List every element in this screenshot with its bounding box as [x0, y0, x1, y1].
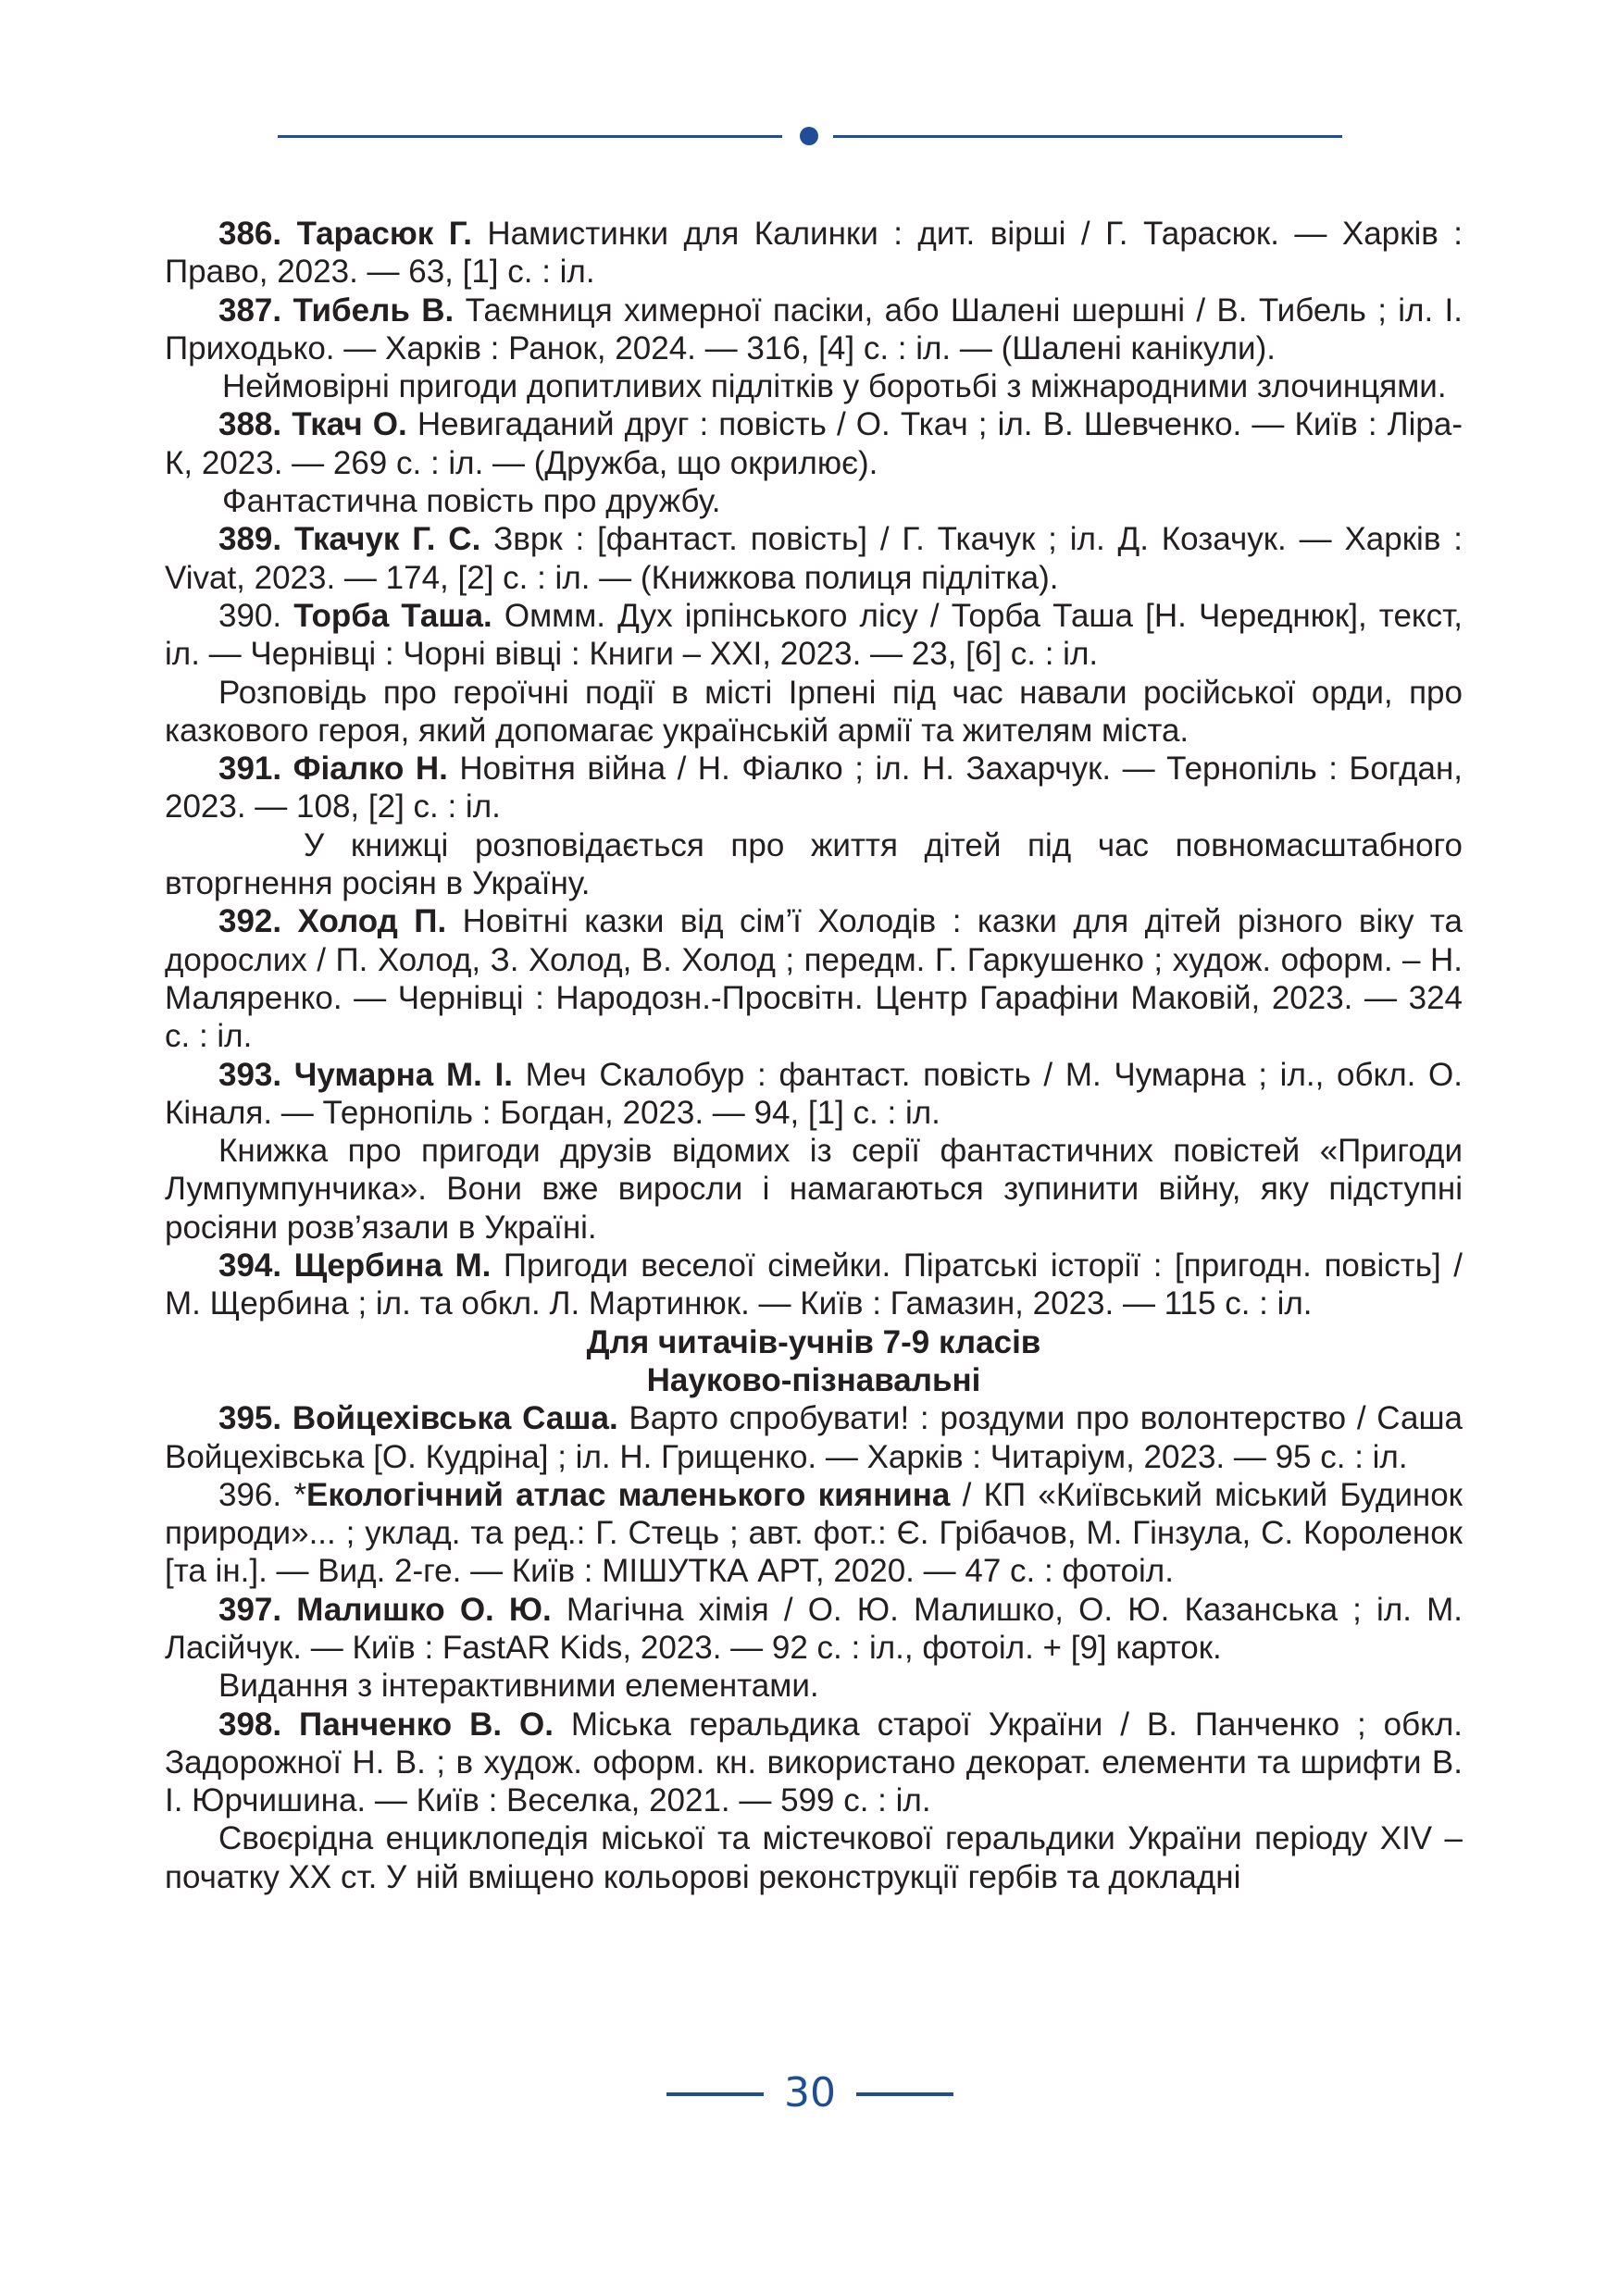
entry-description: Намистинки для Калинки : дит. вірші / Г. Тарасюк. — Харків : Право, 2023. — 63, [1] с. : іл.	[165, 216, 1463, 291]
section-heading-audience: Для читачів-учнів 7-9 класів	[586, 1323, 1041, 1360]
ornament-line-right	[833, 135, 1342, 138]
entry-388-annotation: Фантастична повість про дружбу.	[222, 483, 721, 520]
section-heading-genre: Науково-пізнавальні	[646, 1361, 981, 1398]
entry-description: Меч Скалобур : фантаст. повість / М. Чумарна ; іл., обкл. О. Кіналя. — Тернопіль : Богдан, 2023. — 94, [1] с. : іл.	[165, 1056, 1463, 1131]
entry-393	[165, 1056, 1463, 1133]
entry-392	[165, 902, 1463, 1055]
entry-390	[165, 597, 1463, 674]
entry-387	[165, 292, 1463, 368]
entry-description: Новітні казки від сім’ї Холодів : казки для дітей різного віку та дорослих / П. Холод, З. Холод, В. Холод ; передм. Г. Гаркушенко ; худож. оформ. – Н. Маляренко. — Чернівці : Народозн.-Просвітн. Центр Гарафіни Маковій, 2023. — 324 с. : іл.	[165, 903, 1463, 1055]
entry-391	[165, 750, 1463, 826]
page-footer	[666, 2070, 953, 2116]
entry-author: 392. Холод П.	[218, 903, 447, 940]
entry-398-annotation: Своєрідна енциклопедія міської та містечкової геральдики України періоду XIV – початку XX ст. У ній вміщено кольорові реконструкції гербів та докладні	[165, 1820, 1463, 1895]
entry-author: 391. Фіалко Н.	[218, 751, 448, 788]
entry-386	[165, 215, 1463, 292]
entry-description: Варто спробувати! : роздуми про волонтерство / Саша Войцехівська [О. Кудріна] ; іл. Н. Грищенко. — Харків : Читаріум, 2023. — 95 с. : іл.	[165, 1400, 1463, 1475]
entry-description: Магічна хімія / О. Ю. Малишко, О. Ю. Казанська ; іл. М. Ласійчук. — Київ : FastAR Kids, 2023. — 92 с. : іл., фотоіл. + [9] карток.	[165, 1591, 1463, 1666]
entry-author: Торба Таша.	[293, 597, 492, 634]
entry-396	[165, 1476, 1463, 1591]
top-ornament	[278, 127, 1342, 145]
entry-description: Таємниця химерної пасіки, або Шалені шершні / В. Тибель ; іл. І. Приходько. — Харків : Ранок, 2024. — 316, [4] с. : іл. — (Шалені канікули).	[165, 292, 1463, 366]
entry-description: Пригоди веселої сімейки. Піратські історії : [пригодн. повість] / М. Щербина ; іл. та обкл. Л. Мартинюк. — Київ : Гамазин, 2023. — 115 с. : іл.	[165, 1247, 1463, 1322]
entry-391-annotation: У книжці розповідається про життя дітей під час повномасштабного вторгнення росіян в Україну.	[165, 826, 1463, 902]
entry-393-annotation: Книжка про пригоди друзів відомих із серії фантастичних повістей «Пригоди Лумпумпунчика». Вони вже виросли і намагаються зупинити війну, яку підступні росіяни розв’язали в Україні.	[165, 1133, 1463, 1246]
entry-description: Новітня війна / Н. Фіалко ; іл. Н. Захарчук. — Тернопіль : Богдан, 2023. — 108, [2] с. : іл.	[165, 751, 1463, 825]
entry-description: Міська геральдика старої України / В. Панченко ; обкл. Задорожної Н. В. ; в худож. оформ. кн. використано декорат. елементи та шрифти В. І. Юрчишина. — Київ : Веселка, 2021. — 599 с. : іл.	[165, 1706, 1463, 1819]
entry-number: 396. *	[218, 1476, 306, 1513]
entry-author: 398. Панченко В. О.	[218, 1706, 554, 1743]
entry-number: 390.	[218, 597, 294, 634]
entry-author: 397. Малишко О. Ю.	[218, 1591, 552, 1628]
entry-author: 389. Ткачук Г. С.	[218, 521, 481, 558]
footer-line-right	[856, 2092, 953, 2096]
entry-395	[165, 1399, 1463, 1476]
ornament-line-left	[278, 135, 782, 138]
entry-title: Екологічний атлас маленького киянина	[306, 1476, 951, 1513]
entry-author: 395. Войцехівська Саша.	[218, 1400, 618, 1437]
entry-388	[165, 405, 1463, 482]
entry-author: 387. Тибель В.	[218, 292, 455, 329]
entry-author: 388. Ткач О.	[218, 406, 407, 443]
entry-description: Оммм. Дух ірпінського лісу / Торба Таша [Н. Череднюк], текст, іл. — Чернівці : Чорні вівці : Книги – ХХІ, 2023. — 23, [6] с. : іл.	[165, 597, 1463, 673]
entry-389	[165, 520, 1463, 597]
entry-author: 394. Щербина М.	[218, 1247, 492, 1285]
bibliography-content	[165, 215, 1463, 1896]
entry-description: / КП «Київський міський Будинок природи»... ; уклад. та ред.: Г. Стець ; авт. фот.: Є. Грібачов, М. Гінзула, С. Короленок [та ін.]. — Вид. 2-ге. — Київ : МІШУТКА АРТ, 2020. — 47 с. : фотоіл.	[165, 1476, 1463, 1590]
entry-387-annotation: Неймовірні пригоди допитливих підлітків у боротьбі з міжнародними злочинцями.	[222, 368, 1447, 405]
entry-author: 393. Чумарна М. І.	[218, 1056, 513, 1093]
entry-394	[165, 1247, 1463, 1323]
entry-398	[165, 1706, 1463, 1820]
entry-397	[165, 1591, 1463, 1668]
entry-author: 386. Тарасюк Г.	[218, 216, 472, 252]
entry-description: Зврк : [фантаст. повість] / Г. Ткачук ; іл. Д. Козачук. — Харків : Vivat, 2023. — 174, [2] с. : іл. — (Книжкова полиця підлітка).	[165, 521, 1463, 596]
ornament-dot	[800, 127, 818, 145]
entry-397-annotation: Видання з інтерактивними елементами.	[218, 1668, 819, 1705]
page-number: 30	[784, 2069, 836, 2116]
entry-390-annotation: Розповідь про героїчні події в місті Ірпені під час навали російської орди, про казкового героя, який допомагає українській армії та жителям міста.	[165, 674, 1463, 749]
entry-description: Невигаданий друг : повість / О. Ткач ; іл. В. Шевченко. — Київ : Ліра-К, 2023. — 269 с. : іл. — (Дружба, що окрилює).	[165, 406, 1463, 481]
